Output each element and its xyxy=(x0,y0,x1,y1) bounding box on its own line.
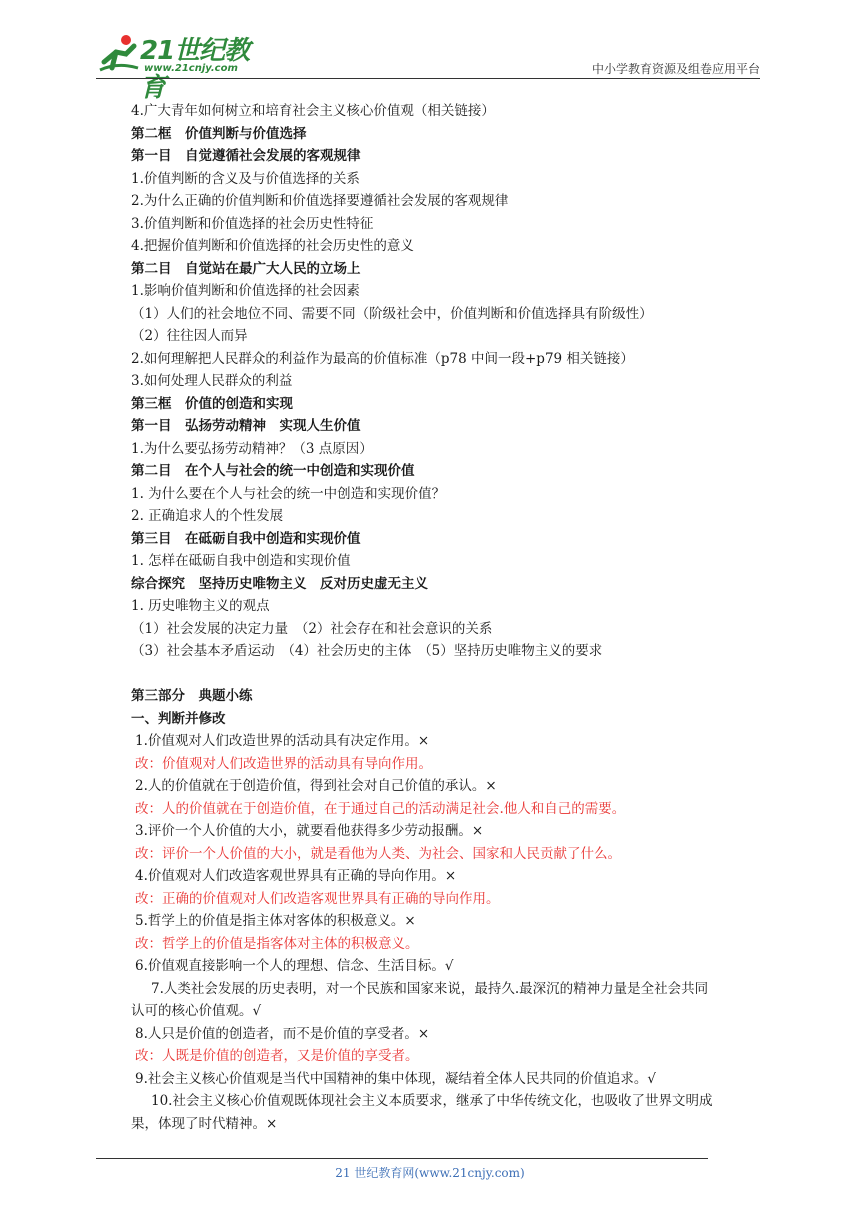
outline-item: 1.价值判断的含义及与价值选择的关系 xyxy=(131,170,360,187)
correction-line: 改：评价一个人价值的大小，就是看他为人类、为社会、国家和人民贡献了什么。 xyxy=(135,845,621,862)
footer-divider xyxy=(96,1158,708,1159)
outline-item: 4.广大青年如何树立和培育社会主义核心价值观（相关链接） xyxy=(131,103,495,119)
platform-name: 中小学教育资源及组卷应用平台 xyxy=(591,62,760,76)
section-heading: 第二目 在个人与社会的统一中创造和实现价值 xyxy=(131,463,415,479)
page-footer: 21 世纪教育网(www.21cnjy.com) xyxy=(335,1166,525,1180)
section-heading: 第二目 自觉站在最广大人民的立场上 xyxy=(131,260,361,277)
outline-item: 1.影响价值判断和价值选择的社会因素 xyxy=(131,283,360,299)
correction-line: 改：哲学上的价值是指客体对主体的积极意义。 xyxy=(135,935,419,952)
outline-item: 4.把握价值判断和价值选择的社会历史性的意义 xyxy=(131,238,414,254)
correction-line: 改：正确的价值观对人们改造客观世界具有正确的导向作用。 xyxy=(135,890,500,907)
logo-url: www.21cnjy.com xyxy=(144,63,238,74)
section-heading: 一、判断并修改 xyxy=(131,710,226,727)
exercise-item-continued: 果，体现了时代精神。× xyxy=(131,1115,278,1132)
site-logo xyxy=(96,32,266,103)
section-heading: 第一目 弘扬劳动精神 实现人生价值 xyxy=(131,418,361,434)
outline-item: 1. 怎样在砥砺自我中创造和实现价值 xyxy=(131,553,351,569)
section-heading: 第三框 价值的创造和实现 xyxy=(131,395,293,412)
section-heading: 第三部分 典题小练 xyxy=(131,688,253,704)
exercise-item: 5.哲学上的价值是指主体对客体的积极意义。× xyxy=(135,913,416,929)
exercise-item: 7.人类社会发展的历史表明，对一个民族和国家来说，最持久.最深沉的精神力量是全社会共同 xyxy=(151,980,709,997)
exercise-item: 8.人只是价值的创造者，而不是价值的享受者。× xyxy=(135,1025,430,1042)
header-divider xyxy=(96,78,760,79)
exercise-item-continued: 认可的核心价值观。√ xyxy=(131,1003,262,1019)
section-heading: 第一目 自觉遵循社会发展的客观规律 xyxy=(131,148,361,164)
document-body xyxy=(131,100,771,1135)
exercise-item: 3.评价一个人价值的大小，就要看他获得多少劳动报酬。× xyxy=(135,823,484,839)
outline-item: 1. 为什么要在个人与社会的统一中创造和实现价值？ xyxy=(131,485,446,502)
section-heading: 第三目 在砥砺自我中创造和实现价值 xyxy=(131,530,361,547)
outline-item: 1. 历史唯物主义的观点 xyxy=(131,598,270,614)
outline-item: （2）往往因人而异 xyxy=(131,328,248,344)
exercise-item: 1.价值观对人们改造世界的活动具有决定作用。× xyxy=(135,733,430,749)
logo-text: 21世纪教育 xyxy=(140,36,250,103)
outline-item: 1.为什么要弘扬劳动精神？（3 点原因） xyxy=(131,440,373,457)
correction-line: 改：人的价值就在于创造价值，在于通过自己的活动满足社会.他人和自己的需要。 xyxy=(135,800,626,817)
exercise-item: 10.社会主义核心价值观既体现社会主义本质要求，继承了中华传统文化，也吸收了世界文明成 xyxy=(151,1093,713,1109)
exercise-item: 9.社会主义核心价值观是当代中国精神的集中体现，凝结着全体人民共同的价值追求。√ xyxy=(135,1070,656,1087)
section-heading: 第二框 价值判断与价值选择 xyxy=(131,125,307,142)
outline-item: 3.如何处理人民群众的利益 xyxy=(131,373,293,389)
exercise-item: 6.价值观直接影响一个人的理想、信念、生活目标。√ xyxy=(135,958,454,974)
blank-line xyxy=(131,663,771,686)
correction-line: 改：人既是价值的创造者，又是价值的享受者。 xyxy=(135,1048,419,1064)
outline-item: 2.如何理解把人民群众的利益作为最高的价值标准（p78 中间一段+p79 相关链接） xyxy=(131,350,634,367)
outline-item: 2. 正确追求人的个性发展 xyxy=(131,508,284,524)
outline-item: （1）人们的社会地位不同、需要不同（阶级社会中，价值判断和价值选择具有阶级性） xyxy=(131,305,653,322)
outline-item: 3.价值判断和价值选择的社会历史性特征 xyxy=(131,215,374,232)
runner-icon xyxy=(96,32,140,76)
page-header xyxy=(96,28,760,103)
section-heading: 综合探究 坚持历史唯物主义 反对历史虚无主义 xyxy=(131,575,428,592)
exercise-item: 2.人的价值就在于创造价值，得到社会对自己价值的承认。× xyxy=(135,778,497,794)
exercise-item: 4.价值观对人们改造客观世界具有正确的导向作用。× xyxy=(135,868,457,884)
outline-item: （1）社会发展的决定力量 （2）社会存在和社会意识的关系 xyxy=(131,620,493,637)
correction-line: 改：价值观对人们改造世界的活动具有导向作用。 xyxy=(135,755,432,772)
outline-item: （3）社会基本矛盾运动 （4）社会历史的主体 （5）坚持历史唯物主义的要求 xyxy=(131,643,603,659)
outline-item: 2.为什么正确的价值判断和价值选择要遵循社会发展的客观规律 xyxy=(131,193,509,209)
